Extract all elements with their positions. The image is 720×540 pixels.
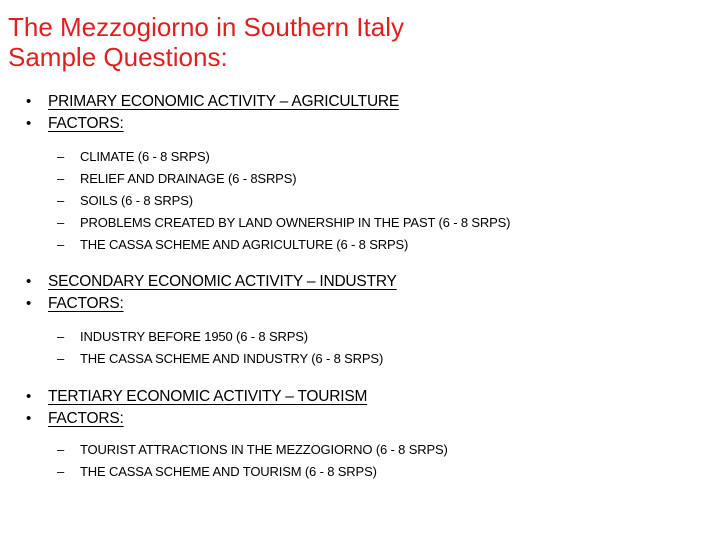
dash-icon: – [57, 442, 65, 457]
factor-list [0, 146, 720, 256]
factors-label: FACTORS: [48, 115, 124, 132]
dash-icon: – [57, 171, 65, 186]
list-item [0, 212, 720, 234]
bullet-icon: • [26, 295, 32, 312]
dash-icon: – [57, 329, 65, 344]
section-secondary [0, 271, 720, 370]
list-item [0, 348, 720, 370]
bullet-icon: • [26, 93, 32, 110]
section-heading-row [0, 386, 720, 408]
title-line-2: Sample Questions: [8, 42, 228, 72]
section-primary [0, 91, 720, 256]
bullet-icon: • [26, 388, 32, 405]
list-item [0, 326, 720, 348]
dash-icon: – [57, 149, 65, 164]
title-line-1: The Mezzogiorno in Southern Italy [8, 12, 404, 42]
list-item-text: TOURIST ATTRACTIONS IN THE MEZZOGIORNO (6 - 8 SRPS) [80, 442, 448, 457]
list-item [0, 168, 720, 190]
section-heading: TERTIARY ECONOMIC ACTIVITY – TOURISM [48, 388, 368, 405]
dash-icon: – [57, 193, 65, 208]
list-item-text: RELIEF AND DRAINAGE (6 - 8SRPS) [80, 171, 297, 186]
factors-row [0, 293, 720, 315]
bullet-icon: • [26, 115, 32, 132]
list-item-text: THE CASSA SCHEME AND INDUSTRY (6 - 8 SRPS) [80, 351, 384, 366]
section-heading-row [0, 91, 720, 113]
bullet-icon: • [26, 273, 32, 290]
list-item-text: SOILS (6 - 8 SRPS) [80, 193, 193, 208]
list-item [0, 461, 720, 483]
list-item-text: INDUSTRY BEFORE 1950 (6 - 8 SRPS) [80, 329, 308, 344]
factors-row [0, 408, 720, 430]
section-heading: PRIMARY ECONOMIC ACTIVITY – AGRICULTURE [48, 93, 400, 110]
factors-label: FACTORS: [48, 295, 124, 312]
list-item [0, 190, 720, 212]
dash-icon: – [57, 351, 65, 366]
list-item [0, 146, 720, 168]
factors-row [0, 113, 720, 135]
bullet-icon: • [26, 410, 32, 427]
section-heading-row [0, 271, 720, 293]
factor-list [0, 439, 720, 483]
factors-label: FACTORS: [48, 410, 124, 427]
dash-icon: – [57, 464, 65, 479]
list-item [0, 439, 720, 461]
dash-icon: – [57, 237, 65, 252]
list-item [0, 234, 720, 256]
list-item-text: CLIMATE (6 - 8 SRPS) [80, 149, 210, 164]
section-tertiary [0, 386, 720, 483]
dash-icon: – [57, 215, 65, 230]
factor-list [0, 326, 720, 370]
list-item-text: PROBLEMS CREATED BY LAND OWNERSHIP IN THE PAST (6 - 8 SRPS) [80, 215, 511, 230]
section-heading: SECONDARY ECONOMIC ACTIVITY – INDUSTRY [48, 273, 397, 290]
page-title [8, 12, 404, 72]
list-item-text: THE CASSA SCHEME AND AGRICULTURE (6 - 8 SRPS) [80, 237, 409, 252]
list-item-text: THE CASSA SCHEME AND TOURISM (6 - 8 SRPS) [80, 464, 377, 479]
